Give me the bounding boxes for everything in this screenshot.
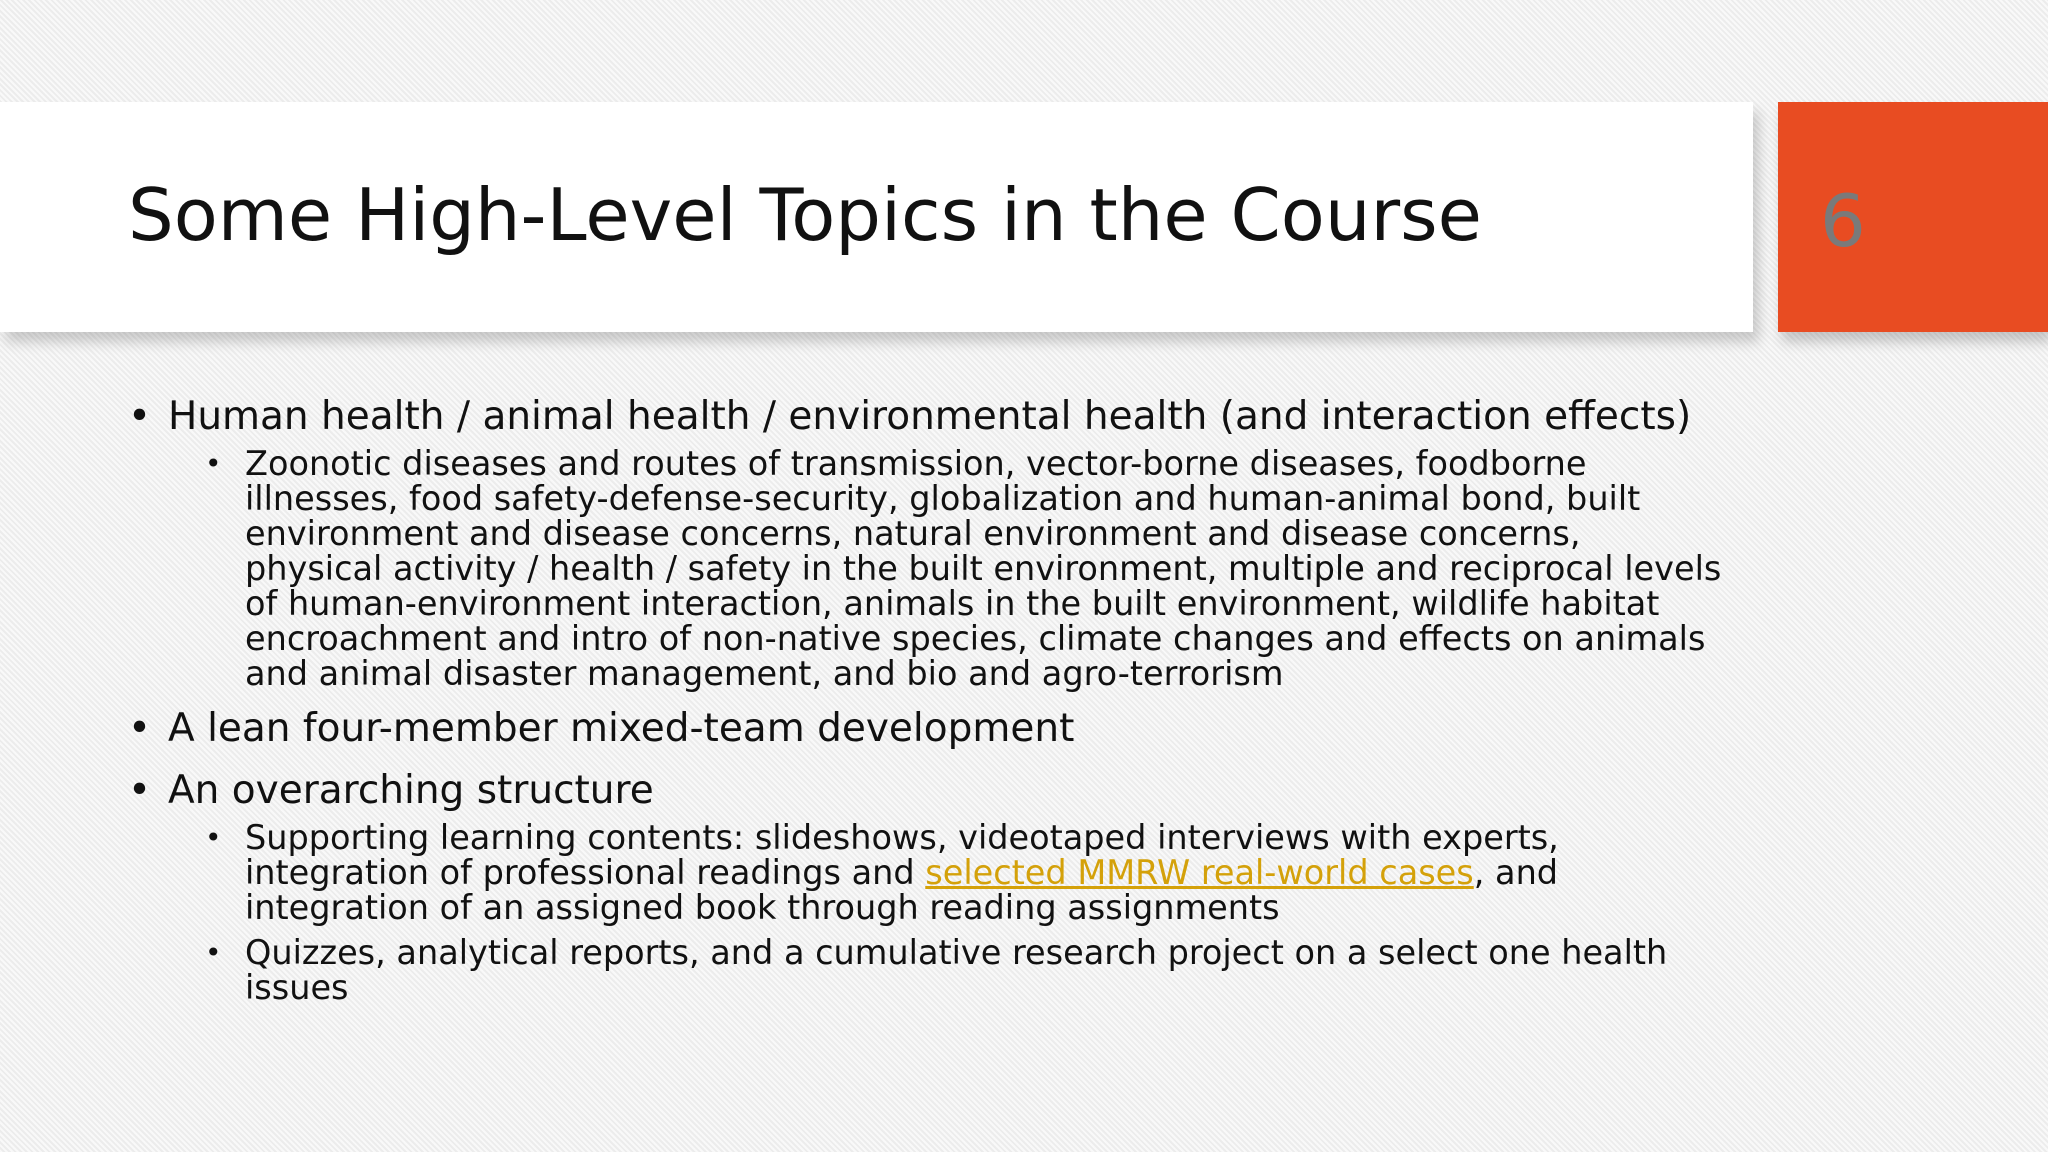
sub-bullet-list <box>245 446 1728 691</box>
bullet-text: A lean four-member mixed-team development <box>168 706 1075 751</box>
mmrw-cases-link[interactable]: selected MMRW real-world cases <box>925 853 1474 892</box>
bullet-overarching-structure <box>128 767 1728 1005</box>
sub-bullet-list <box>245 820 1728 1005</box>
bullet-list <box>128 393 1728 1005</box>
slide-number: 6 <box>1820 179 1866 263</box>
sub-bullet-diseases <box>245 446 1728 691</box>
bullet-text: Human health / animal health / environmental health (and interaction effects) <box>168 394 1692 439</box>
sub-bullet-text: Quizzes, analytical reports, and a cumulative research project on a select one health issues <box>245 933 1668 1007</box>
sub-bullet-text: Zoonotic diseases and routes of transmission, vector-borne diseases, foodborne illnesses, food safety-defense-security, globalization and human-animal bond, built environment and disease concerns, natural environment and disease concerns, physical activity / health / safety in the built environment, multiple and reciprocal levels of human-environment interaction, animals in the built environment, wildlife habitat encroachment and intro of non-native species, climate changes and effects on animals and animal disaster management, and bio and agro-terrorism <box>245 444 1722 693</box>
slide-content <box>128 393 1728 1019</box>
sub-bullet-text-before: Supporting learning contents: slideshows, videotaped interviews with experts, integration of professional readings and <box>245 818 1559 892</box>
bullet-text: An overarching structure <box>168 768 654 813</box>
slide-number-box <box>1778 102 2048 332</box>
sub-bullet-assessments <box>245 935 1728 1005</box>
sub-bullet-text-after: , and integration of an assigned book through reading assignments <box>245 853 1559 927</box>
slide-title: Some High-Level Topics in the Course <box>128 173 1482 257</box>
bullet-health-topics <box>128 393 1728 691</box>
sub-bullet-learning-contents <box>245 820 1728 925</box>
bullet-team-development <box>128 705 1728 753</box>
